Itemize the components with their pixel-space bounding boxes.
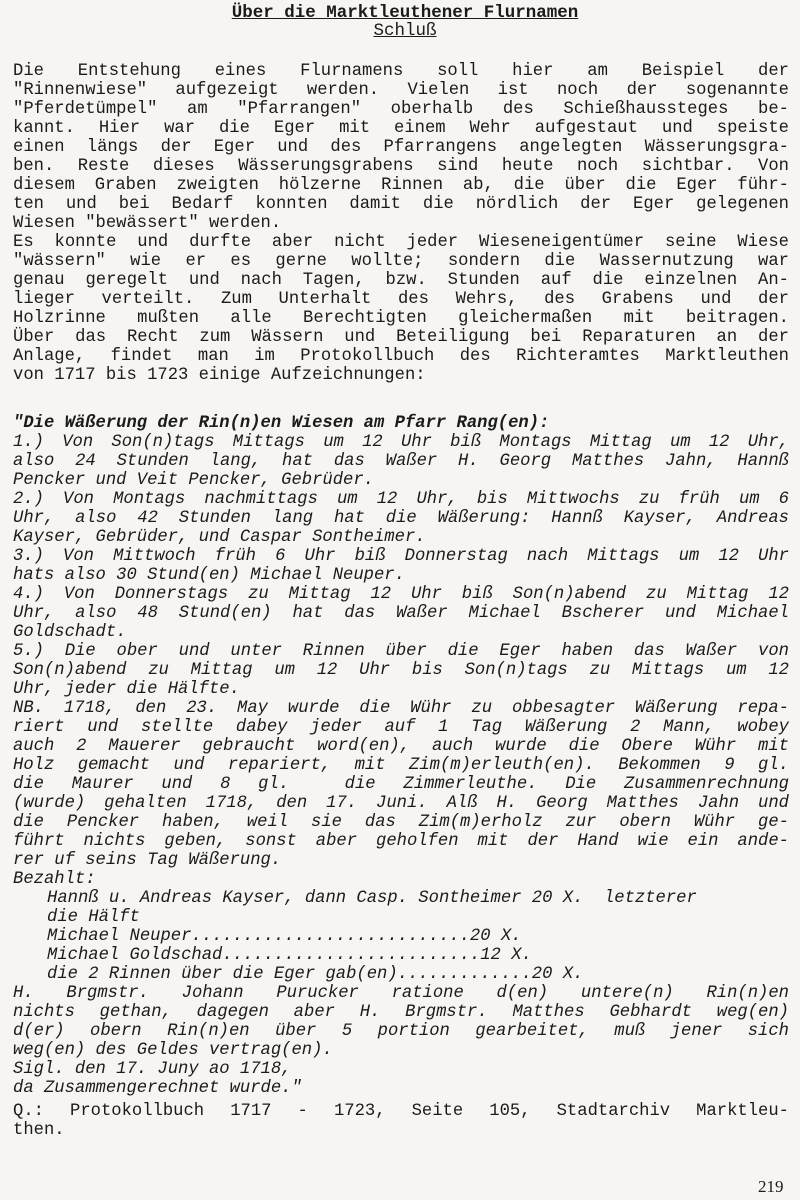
quote-line: 5.) Die ober und unter Rinnen über die Eger haben das Waßer von [13, 642, 789, 661]
quote-line: Uhr, jeder die Hälfte. [13, 680, 240, 699]
text-line: "wässern" wie er es gerne wollte; sondern die Wassernutzung war [13, 252, 789, 271]
quote-line: H. Brgmstr. Johann Purucker ratione d(en) untere(n) Rin(n)en [13, 984, 789, 1003]
quote-line: nichts gethan, dagegen aber H. Brgmstr. Matthes Gebhardt weg(en) [13, 1003, 789, 1022]
quote-line: 3.) Von Mittwoch früh 6 Uhr biß Donnerstag nach Mittags um 12 Uhr [13, 547, 789, 566]
quote-line: Bezahlt: [13, 870, 96, 889]
text-line: "Rinnenwiese" aufgezeigt werden. Vielen ist noch der sogenannte [13, 81, 789, 100]
quote-line: 1.) Von Son(n)tags Mittags um 12 Uhr biß Montags Mittag um 12 Uhr, [13, 433, 789, 452]
payment-line: Michael Neuper...........................20 X. [47, 927, 522, 946]
quote-line: Sigl. den 17. Juny ao 1718, [13, 1060, 292, 1079]
quote-line: Uhr, also 42 Stunden lang hat die Wäßerung: Hannß Kayser, Andreas [13, 509, 789, 528]
quote-line: 2.) Von Montags nachmittags um 12 Uhr, bis Mittwochs zu früh um 6 [13, 490, 789, 509]
text-line: Es konnte und durfte aber nicht jeder Wieseneigentümer seine Wiese [13, 233, 789, 252]
quote-line: Son(n)abend zu Mittag um 12 Uhr bis Son(n)tags zu Mittags um 12 [13, 661, 789, 680]
payment-line: Hannß u. Andreas Kayser, dann Casp. Sontheimer 20 X. letzterer [47, 889, 697, 908]
text-line: ten und bei Bedarf konnten damit die nördlich der Eger gelegenen [13, 195, 789, 214]
quote-line: NB. 1718, den 23. May wurde die Wühr zu obbesagter Wäßerung repa- [13, 699, 789, 718]
quote-line: hats also 30 Stund(en) Michael Neuper. [13, 566, 405, 585]
quote-line: Kayser, Gebrüder, und Caspar Sontheimer. [13, 528, 426, 547]
payment-line: die Hälft [47, 908, 140, 927]
quote-line: Goldschadt. [13, 623, 127, 642]
payment-line: die 2 Rinnen über die Eger gab(en).............20 X. [47, 965, 584, 984]
text-line: "Pferdetümpel" am "Pfarrangen" oberhalb des Schießhaussteges be- [13, 100, 789, 119]
text-line: Die Entstehung eines Flurnamens soll hier am Beispiel der [13, 62, 789, 81]
quote-line: auch 2 Mauerer gebraucht word(en), auch wurde die Obere Wühr mit [13, 737, 789, 756]
source-line: then. [13, 1121, 65, 1140]
quote-line: d(er) obern Rin(n)en über 5 portion gearbeitet, muß jener sich [13, 1022, 789, 1041]
quote-line: riert und stellte dabey jeder auf 1 Tag Wäßerung 2 Mann, wobey [13, 718, 789, 737]
text-line: diesem Graben zweigten hölzerne Rinnen ab, die über die Eger führ- [13, 176, 789, 195]
text-line: kannt. Hier war die Eger mit einem Wehr aufgestaut und speiste [13, 119, 789, 138]
text-line: ben. Reste dieses Wässerungsgrabens sind heute noch sichtbar. Von [13, 157, 789, 176]
quote-line: 4.) Von Donnerstags zu Mittag 12 Uhr biß Son(n)abend zu Mittag 12 [13, 585, 789, 604]
document-subtitle: Schluß [373, 21, 437, 41]
document-title: Über die Marktleuthener Flurnamen [231, 3, 579, 23]
quote-heading: "Die Wäßerung der Rin(n)en Wiesen am Pfarr Rang(en): [13, 414, 550, 433]
text-line: genau geregelt und nach Tagen, bzw. Stunden auf die einzelnen An- [13, 271, 789, 290]
text-line: Über das Recht zum Wässern und Beteiligung bei Reparaturen an der [13, 328, 789, 347]
quote-line: Uhr, also 48 Stund(en) hat das Waßer Michael Bscherer und Michael [13, 604, 789, 623]
quote-line: die Maurer und 8 gl. die Zimmerleuthe. Die Zusammenrechnung [13, 775, 789, 794]
quote-line: da Zusammengerechnet wurde." [13, 1079, 302, 1098]
quote-line: führt nichts geben, sonst aber geholfen mit der Hand wie ein ande- [13, 832, 789, 851]
text-line: Holzrinne mußten alle Berechtigten gleichermaßen mit beitragen. [13, 309, 789, 328]
quote-line: also 24 Stunden lang, hat das Waßer H. Georg Matthes Jahn, Hannß [13, 452, 789, 471]
quote-line: die Pencker haben, weil sie das Zim(m)erholz zur obern Wühr ge- [13, 813, 789, 832]
source-line: Q.: Protokollbuch 1717 - 1723, Seite 105, Stadtarchiv Marktleu- [13, 1102, 789, 1121]
text-line: von 1717 bis 1723 einige Aufzeichnungen: [13, 366, 426, 385]
text-line: Wiesen "bewässert" werden. [13, 214, 282, 233]
quote-line: rer uf seins Tag Wäßerung. [13, 851, 282, 870]
quote-line: Holz gemacht und repariert, mit Zim(m)erleuth(en). Bekommen 9 gl. [13, 756, 789, 775]
quote-line: (wurde) gehalten 1718, den 17. Juni. Alß H. Georg Matthes Jahn und [13, 794, 789, 813]
text-line: lieger verteilt. Zum Unterhalt des Wehrs, des Grabens und der [13, 290, 789, 309]
page-number: 219 [758, 1177, 784, 1196]
quote-line: weg(en) des Geldes vertrag(en). [13, 1041, 333, 1060]
payment-line: Michael Goldschad.........................12 X. [47, 946, 532, 965]
text-line: Anlage, findet man im Protokollbuch des Richteramtes Marktleuthen [13, 347, 789, 366]
text-line: einen längs der Eger und des Pfarrangens angelegten Wässerungsgra- [13, 138, 789, 157]
quote-line: Pencker und Veit Pencker, Gebrüder. [13, 471, 374, 490]
